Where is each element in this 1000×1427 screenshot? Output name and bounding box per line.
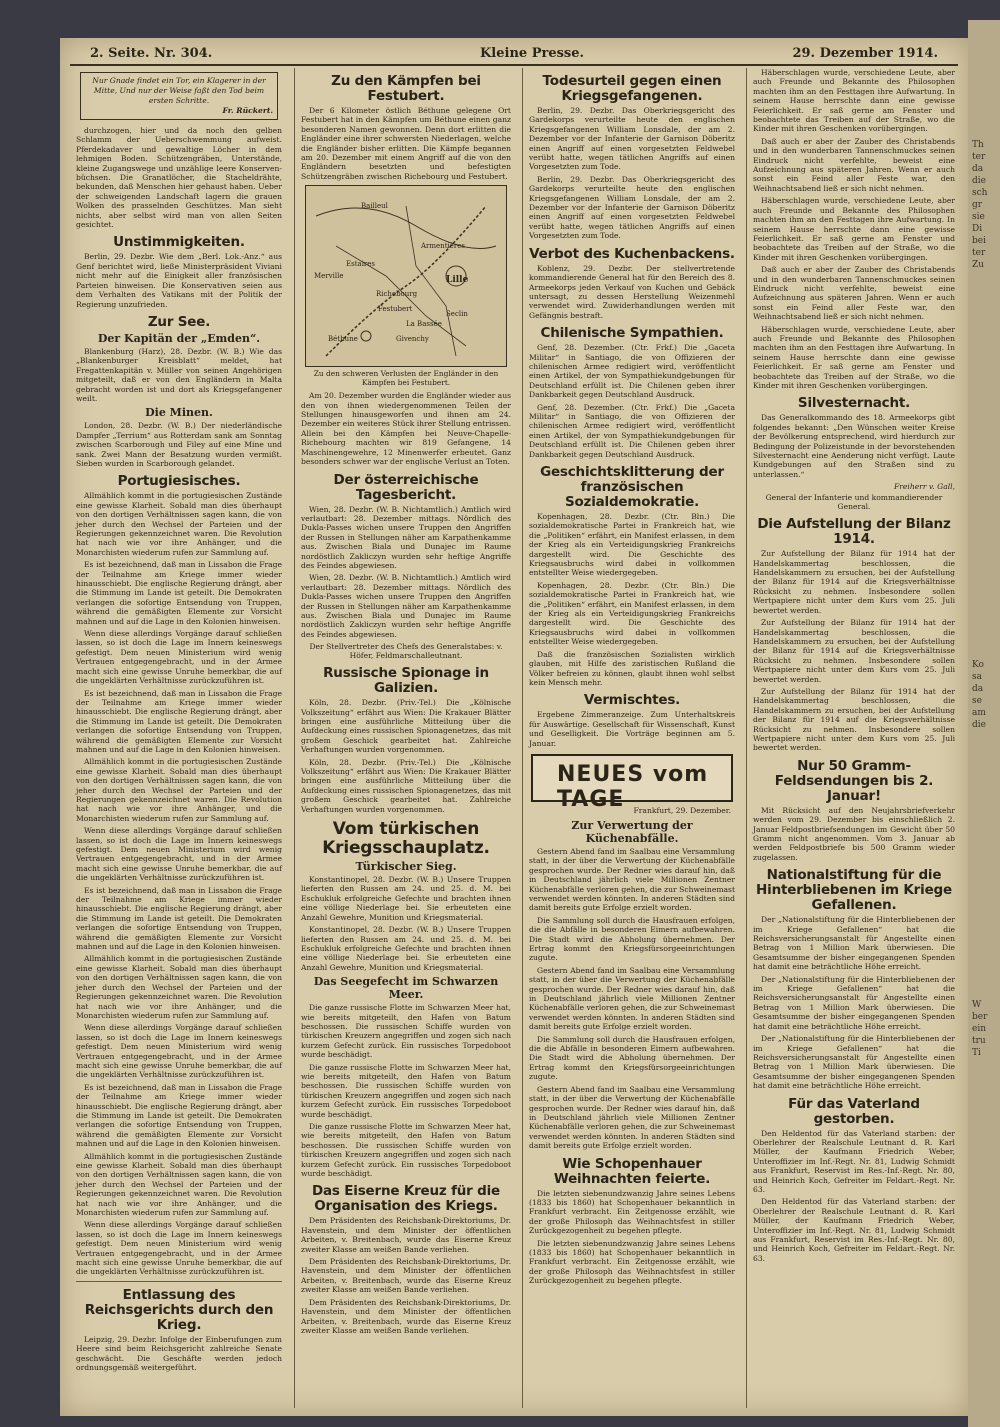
edge-snip: bei [972,236,986,246]
article-text: Ergebene Zimmeranzeige. Zum Unterhaltskreis für Auswärtige. Gesellschaft für Wissenschaft, Kunst und Geselligkeit. Die Vorträge beginnen am 5. Januar. [529,710,735,748]
article-text: Wenn diese allerdings Vorgänge darauf schließen lassen, so ist doch die Lage im Innern keineswegs gefestigt. Dem neuen Ministerium wird wenig Vertrauen entgegengebracht, und in der Armee macht sich eine gewisse Unruhe bemerkbar, die auf die ungeklärten Verhältnisse zurückzuführen ist. [76,629,282,686]
subheadline-tuerkischer-sieg: Türkischer Sieg. [355,860,457,874]
report-signature: Der Stellvertreter des Chefs des Generalstabes: v. Höfer, Feldmarschalleutnant. [309,642,503,661]
article-text: Gestern Abend fand im Saalbau eine Versammlung statt, in der über die Verwertung der Küchenabfälle gesprochen wurde. Der Redner wies darauf hin, daß in Deutschland jährlich viele Millionen Zentner Küchenabfälle verloren gehen, die zur Schweinemast verwendet werden könnten. In anderen Städten sind damit bereits gute Erfolge erzielt worden. [529,846,735,913]
edge-snip: se [972,696,982,706]
subheadline-minen: Die Minen. [145,406,213,420]
headline-vaterland: Für das Vaterland gestorben. [788,1095,920,1127]
article-text: Das Generalkommando des 18. Armeekorps gibt folgendes bekannt: „Den Wünschen weiter Kreise der Bevölkerung entsprechend, wird hierdurch zur Bedingung der Polizeistunde in der bevorstehenden Silvesternacht eine Aenderung nicht verfügt. Laute Kundgebungen auf den Straßen sind zu unterlassen.“ [753,413,955,479]
issue-date: 29. Dezember 1914. [792,46,938,61]
headline-entlassung: Entlassung des Reichsgerichts durch den Krieg. [84,1286,274,1333]
article-text: Leipzig, 29. Dezbr. Infolge der Einberufungen zum Heere sind beim Reichsgericht zahlreiche Senate geschwächt. Die Geschäfte werden jedoch ordnungsgemäß weitergeführt. [76,1334,282,1373]
map-label: Givenchy [396,335,429,344]
masthead-title: Kleine Presse. [480,46,585,61]
headline-geschichtsklitterung: Geschichtsklitterung der französischen Sozialdemokratie. [540,464,724,510]
headline-bilanz: Die Aufstellung der Bilanz 1914. [757,516,951,548]
article-text: Der „Nationalstiftung für die Hinterbliebenen der im Kriege Gefallenen“ hat die Reichsversicherungsanstalt für Angestellte einen Betrag von 1 Million Mark überwiesen. Die Gesamtsumme der bisher eingegangenen Spenden hat damit eine beträchtliche Höhe erreicht. [753,1034,955,1091]
edge-snip: ter [972,152,986,162]
article-text: Es ist bezeichnend, daß man in Lissabon die Frage der Teilnahme am Kriege immer wieder hinausschiebt. Die englische Regierung drängt, aber die Stimmung im Lande ist geteilt. Die Demokraten verlangen die sofortige Entsendung von Truppen, während die gemäßigten Elemente zur Vorsicht mahnen und auf die Lage in den Kolonien hinweisen. [76,885,282,952]
headline-vermischtes: Vermischtes. [583,692,681,709]
headline-tuerkischer-kriegsschauplatz: Vom türkischen Kriegsschauplatz. [322,819,490,859]
article-text: Der „Nationalstiftung für die Hinterbliebenen der im Kriege Gefallenen“ hat die Reichsversicherungsanstalt für Angestellte einen Betrag von 1 Million Mark überwiesen. Die Gesamtsumme der bisher eingegangenen Spenden hat damit eine beträchtliche Höhe erreicht. [753,915,955,972]
edge-snip: gr [972,200,983,210]
article-text: Daß auch er aber der Zauber des Christabends und in den wunderbaren Tannenschmuckes seinen Eindruck nicht verfehlte, beweist eine Aufzeichnung aus späteren Jahren. Wenn er auch sonst ein Feind aller Feste war, den Weihnachtsabend ließ er sich nicht nehmen. [753,136,955,193]
edge-snip: Zu [972,260,985,270]
headline-nationalstiftung: Nationalstiftung für die Hinterbliebenen im Kriege Gefallenen. [756,867,952,914]
subheadline-seegefecht: Das Seegefecht im Schwarzen Meer. [313,975,499,1002]
article-text: Es ist bezeichnend, daß man in Lissabon die Frage der Teilnahme am Kriege immer wieder hinausschiebt. Die englische Regierung drängt, aber die Stimmung im Lande ist geteilt. Die Demokraten verlangen die sofortige Entsendung von Truppen, während die gemäßigten Elemente zur Vorsicht mahnen und auf die Lage in den Kolonien hinweisen. [76,1082,282,1149]
edge-snip: da [972,684,984,694]
article-text: Berlin, 29. Dezbr. Das Oberkriegsgericht des Gardekorps verurteilte heute den englischen Kriegsgefangenen William Lonsdale, der am 2. Dezember vor der Infanterie der Garnison Döberitz einen Angriff auf einen vorgesetzten Feldwebel verübt hatte, wegen tätlichen Angriffs auf einen Vorgesetzten zum Tode. [529,174,735,241]
headline-feldsendungen: Nur 50 Gramm-Feldsendungen bis 2. Januar! [774,757,934,804]
headline-todesurteil: Todesurteil gegen einen Kriegsgefangenen. [542,73,722,104]
article-text: Häberschlagen wurde, verschiedene Leute, aber auch Freunde und Bekannte des Philosophen machten ihm an den Festtagen ihre Aufwartung. In seinem Hause herrschte dann eine gewisse Feierlichkeit. Er saß gerne am Fenster und beobachtete das Treiben auf der Straße, wo die Kinder mit ihren Geschenken vorübergingen. [753,196,955,262]
article-text: Wien, 28. Dezbr. (W. B. Nichtamtlich.) Amtlich wird verlautbart: 28. Dezember mittags. Nördlich des Dukla-Passes wichen unsere Truppen den Angriffen der Russen in Stellungen näher am Karpathenkamme aus. Zwischen Biala und Dunajec im Raume nordöstlich Zakliczyn wurden sehr heftige Angriffe des Feindes abgewiesen. [301,504,511,570]
edge-snip: sie [972,212,985,222]
article-text: Gestern Abend fand im Saalbau eine Versammlung statt, in der über die Verwertung der Küchenabfälle gesprochen wurde. Der Redner wies darauf hin, daß in Deutschland jährlich viele Millionen Zentner Küchenabfälle verloren gehen, die zur Schweinemast verwendet werden könnten. In anderen Städten sind damit bereits gute Erfolge erzielt worden. [529,1084,735,1151]
column-1 [70,68,288,1408]
edge-snip: Ko [972,660,984,670]
edge-snip: die [972,720,986,730]
article-text: Wenn diese allerdings Vorgänge darauf schließen lassen, so ist doch die Lage im Innern keineswegs gefestigt. Dem neuen Ministerium wird wenig Vertrauen entgegengebracht, und in der Armee macht sich eine gewisse Unruhe bemerkbar, die auf die ungeklärten Verhältnisse zurückzuführen ist. [76,826,282,883]
article-text: Wenn diese allerdings Vorgänge darauf schließen lassen, so ist doch die Lage im Innern keineswegs gefestigt. Dem neuen Ministerium wird wenig Vertrauen entgegengebracht, und in der Armee macht sich eine gewisse Unruhe bemerkbar, die auf die ungeklärten Verhältnisse zurückzuführen ist. [76,1220,282,1277]
headline-eisernes-kreuz: Das Eiserne Kreuz für die Organisation des Kriegs. [312,1183,500,1215]
article-text: Zur Aufstellung der Bilanz für 1914 hat der Handelskammertag beschlossen, die Handelskammern zu ersuchen, bei der Aufstellung der Bilanz für 1914 auf die Kriegsverhältnisse Rücksicht zu nehmen. Insbesondere sollen Wertpapiere nicht unter dem Kurs vom 25. Juli bewertet werden. [753,686,955,753]
banner-title: NEUES vom TAGE [557,761,709,812]
map-label: Béthune [328,335,358,344]
article-text: Berlin, 29. Dezbr. Das Oberkriegsgericht des Gardekorps verurteilte heute den englischen Kriegsgefangenen William Lonsdale, der am 2. Dezember vor der Infanterie der Garnison Döberitz einen Angriff auf einen vorgesetzten Feldwebel verübt hatte, wegen tätlichen Angriffs auf einen Vorgesetzten zum Tode. [529,106,735,172]
map-label: Merville [314,272,344,281]
article-text: Häberschlagen wurde, verschiedene Leute, aber auch Freunde und Bekannte des Philosophen machten ihm an den Festtagen ihre Aufwartung. In seinem Hause herrschte dann eine gewisse Feierlichkeit. Er saß gerne am Fenster und beobachtete das Treiben auf der Straße, wo die Kinder mit ihren Geschenken vorübergingen. [753,68,955,134]
headline-kuchenbacken: Verbot des Kuchenbackens. [529,245,735,262]
article-text: Die Sammlung soll durch die Hausfrauen erfolgen, die die Abfälle in besonderen Eimern aufbewahren. Die Stadt wird die Abholung übernehmen. Der Ertrag kommt den Kriegsfürsorgeeinrichtungen zugute. [529,1034,735,1082]
headline-schopenhauer: Wie Schopenhauer Weihnachten feierte. [553,1155,711,1187]
article-text: Der „Nationalstiftung für die Hinterbliebenen der im Kriege Gefallenen“ hat die Reichsversicherungsanstalt für Angestellte einen Betrag von 1 Million Mark überwiesen. Die Gesamtsumme der bisher eingegangenen Spenden hat damit eine beträchtliche Höhe erreicht. [753,974,955,1031]
motto-box [80,72,278,120]
adjacent-page-edge [968,20,1000,1427]
article-text: Allmählich kommt in die portugiesischen Zustände eine gewisse Klarheit. Sobald man dies überhaupt von den dortigen Verhältnissen sagen kann, die von jeher durch den Wechsel der Parteien und der Regierungen gekennzeichnet waren. Die Revolution hat nach wie vor ihre Anhänger, und die Monarchisten wiederum rufen zur Sammlung auf. [76,954,282,1020]
article-text: Der 6 Kilometer östlich Béthune gelegene Ort Festubert hat in den Kämpfen um Béthune einen ganz besonderen Namen gewonnen. Denn dort erlitten die Engländer eine ihrer schwersten Niederlagen, welche die Engländer bisher erlitten. Die Kämpfe begannen am 20. Dezember mit einem Angriff auf die von den Engländern besetzten und befestigten Schützengräben zwischen Richebourg und Festubert. [301,106,511,181]
headline-silvesternacht: Silvesternacht. [797,395,911,412]
article-text: Daß auch er aber der Zauber des Christabends und in den wunderbaren Tannenschmuckes seinen Eindruck nicht verfehlte, beweist eine Aufzeichnung aus späteren Jahren. Wenn er auch sonst ein Feind aller Feste war, den Weihnachtsabend ließ er sich nicht nehmen. [753,265,955,322]
battle-map [305,185,507,367]
article-text: Allmählich kommt in die portugiesischen Zustände eine gewisse Klarheit. Sobald man dies überhaupt von den dortigen Verhältnissen sagen kann, die von jeher durch den Wechsel der Parteien und der Regierungen gekennzeichnet waren. Die Revolution hat nach wie vor ihre Anhänger, und die Monarchisten wiederum rufen zur Sammlung auf. [76,757,282,823]
edge-snip: ber [972,1012,988,1022]
article-text: Genf, 28. Dezember. (Ctr. Frkf.) Die „Gaceta Militar“ in Santiago, die von Offizieren der chilenischen Armee redigiert wird, veröffentlicht einen Artikel, der von Sympathiekundgebungen für Deutschland erfüllt ist. Die Chilenen geben ihrer Dankbarkeit gegen Deutschland Ausdruck. [529,402,735,459]
map-label: Richebourg [376,290,418,299]
article-text: Am 20. Dezember wurden die Engländer wieder aus den von ihnen wiedergenommenen Teilen der Stellungen hinausgeworfen und ihnen am 24. Dezember ein weiteres Stück ihrer Stellung entrissen. Allein bei den Kämpfen bei Neuve-Chapelle-Richebourg machten wir 819 Gefangene, 14 Maschinengewehre, 12 Minenwerfer erbeutet. Ganz besonders schwer war der englische Verlust an Toten. [301,391,511,467]
map-label: Armentières [421,242,465,251]
headline-chilenische-sympathien: Chilenische Sympathien. [540,325,724,342]
article-text: Die ganze russische Flotte im Schwarzen Meer hat, wie bereits mitgeteilt, den Hafen von Batum beschossen. Die russischen Schiffe wurden von türkischen Kreuzern angegriffen und zogen sich nach kurzem Gefecht zurück. Ein russisches Torpedoboot wurde beschädigt. [301,1062,511,1119]
signature-title: General der Infanterie und kommandierender General. [765,493,943,512]
article-text: Allmählich kommt in die portugiesischen Zustände eine gewisse Klarheit. Sobald man dies überhaupt von den dortigen Verhältnissen sagen kann, die von jeher durch den Wechsel der Parteien und der Regierungen gekennzeichnet waren. Die Revolution hat nach wie vor ihre Anhänger, und die Monarchisten wiederum rufen zur Sammlung auf. [76,491,282,557]
map-drawing [306,186,506,366]
motto-text: Nur Gnade findet ein Tor, ein Klagerer in der Mitte, Und nur der Weise faßt den Tod beim ersten Schritte. [92,76,266,105]
subheadline-kuechenabfaelle: Zur Verwertung der Küchenabfälle. [571,818,693,845]
headline-portugiesisches: Portugiesisches. [117,473,241,490]
map-label: Seclin [446,310,468,319]
article-text: Wien, 28. Dezbr. (W. B. Nichtamtlich.) Amtlich wird verlautbart: 28. Dezember mittags. Nördlich des Dukla-Passes wichen unsere Truppen den Angriffen der Russen in Stellungen näher am Karpathenkamme aus. Zwischen Biala und Dunajec im Raume nordöstlich Zakliczyn wurden sehr heftige Angriffe des Feindes abgewiesen. [301,573,511,639]
edge-snip: ein [972,1024,987,1034]
headline-zur-see: Zur See. [147,313,211,330]
article-text: Häberschlagen wurde, verschiedene Leute, aber auch Freunde und Bekannte des Philosophen machten ihm an den Festtagen ihre Aufwartung. In seinem Hause herrschte dann eine gewisse Feierlichkeit. Er saß gerne am Fenster und beobachtete das Treiben auf der Straße, wo die Kinder mit ihren Geschenken vorübergingen. [753,324,955,390]
article-text: durchzogen, hier und da noch den gelben Schlamm der Ueberschwemmung aufweist. Pferdekadaver und gewaltige Löcher in dem lehmigen Boden. Schützengräben, Unterstände, kleine Zugangswege und unzählige leere Konserven-büchsen. Die Granatlöcher, die Stacheldrähte, bekunden, daß Menschen hier gehaust haben. Ueber der schweigenden Landschaft lagern die grauen Wolken des prasselnden Geschützes. Man sieht nichts, aber selbst wird man von allen Seiten gesichtet. [76,126,282,230]
edge-snip: sa [972,672,982,682]
article-text: Allmählich kommt in die portugiesischen Zustände eine gewisse Klarheit. Sobald man dies überhaupt von den dortigen Verhältnissen sagen kann, die von jeher durch den Wechsel der Parteien und der Regierungen gekennzeichnet waren. Die Revolution hat nach wie vor ihre Anhänger, und die Monarchisten wiederum rufen zur Sammlung auf. [76,1151,282,1218]
article-text: Den Heldentod für das Vaterland starben: der Oberlehrer der Realschule Leutnant d. R. Karl Müller, der Kaufmann Friedrich Weber, Unteroffizier im Inf.-Regt. Nr. 81, Ludwig Schmidt aus Frankfurt, Reservist im Res.-Inf.-Regt. Nr. 80, und Heinrich Koch, Gefreiter im Feldart.-Regt. Nr. 63. [753,1128,955,1194]
headline-festubert: Zu den Kämpfen bei Festubert. [331,73,481,104]
article-text: Koblenz, 29. Dezbr. Der stellvertretende kommandierende General hat für den Bereich des 8. Armeekorps jeden Verkauf von Kuchen und Gebäck untersagt, zu dessen Herstellung Weizenmehl verwendet wird. Zuwiderhandlungen werden mit Gefängnis bestraft. [529,263,735,320]
edge-snip: Ti [972,1048,981,1058]
article-text: Es ist bezeichnend, daß man in Lissabon die Frage der Teilnahme am Kriege immer wieder hinausschiebt. Die englische Regierung drängt, aber die Stimmung im Lande ist geteilt. Die Demokraten verlangen die sofortige Entsendung von Truppen, während die gemäßigten Elemente zur Vorsicht mahnen und auf die Lage in den Kolonien hinweisen. [76,560,282,626]
article-text: Blankenburg (Harz), 28. Dezbr. (W. B.) Wie das „Blankenburger Kreisblatt“ meldet, hat Fregattenkapitän v. Müller von seinen Angehörigen mitgeteilt, daß er von den Engländern in Malta gebracht worden ist und dort als Kriegsgefangener weilt. [76,346,282,403]
article-text: Köln, 28. Dezbr. (Priv.-Tel.) Die „Kölnische Volkszeitung“ erfährt aus Wien: Die Krakauer Blätter bringen eine ausführliche Mitteilung über die Aufdeckung eines russischen Spionagenetzes, das mit großem Geschick gearbeitet hat. Zahlreiche Verhaftungen wurden vorgenommen. [301,757,511,814]
column-2 [294,68,517,1408]
signature: Freiherr v. Gall, [894,482,955,492]
article-text: Die letzten siebenundzwanzig Jahre seines Lebens (1833 bis 1860) hat Schopenhauer bekanntlich in Frankfurt verbracht. Ein Zeitgenosse erzählt, wie der große Philosoph das Weihnachtsfest in stiller Zurückgezogenheit zu begehen pflegte. [529,1238,735,1286]
subheadline-emden: Der Kapitän der „Emden“. [97,331,261,345]
map-label: Bailleul [361,202,388,211]
article-text: Den Heldentod für das Vaterland starben: der Oberlehrer der Realschule Leutnant d. R. Karl Müller, der Kaufmann Friedrich Weber, Unteroffizier im Inf.-Regt. Nr. 81, Ludwig Schmidt aus Frankfurt, Reservist im Res.-Inf.-Regt. Nr. 80, und Heinrich Koch, Gefreiter im Feldart.-Regt. Nr. 63. [753,1197,955,1263]
article-text: Dem Präsidenten des Reichsbank-Direktoriums, Dr. Havenstein, und dem Minister der öffentlichen Arbeiten, v. Breitenbach, wurde das Eiserne Kreuz zweiter Klasse am weißen Bande verliehen. [301,1216,511,1254]
article-text: Die Sammlung soll durch die Hausfrauen erfolgen, die die Abfälle in besonderen Eimern aufbewahren. Die Stadt wird die Abholung übernehmen. Der Ertrag kommt den Kriegsfürsorgeeinrichtungen zugute. [529,915,735,963]
headline-unstimmigkeiten: Unstimmigkeiten. [113,234,245,251]
article-text: Mit Rücksicht auf den Neujahrsbriefverkehr werden vom 29. Dezember bis einschließlich 2. Januar Feldpostbriefsendungen im Gewicht über 50 Gramm nicht angenommen. Vom 3. Januar ab werden Feldpostbriefe bis 500 Gramm wieder zugelassen. [753,805,955,862]
article-text: Konstantinopel, 28. Dezbr. (W. B.) Unsere Truppen lieferten den Russen am 24. und 25. d. M. bei Eschukluk erfolgreiche Gefechte und brachten ihnen eine völlige Niederlage bei. Sie erbeuteten eine Anzahl Gewehre, Munition und Kriegsmaterial. [301,925,511,972]
article-text: Zur Aufstellung der Bilanz für 1914 hat der Handelskammertag beschlossen, die Handelskammern zu ersuchen, bei der Aufstellung der Bilanz für 1914 auf die Kriegsverhältnisse Rücksicht zu nehmen. Insbesondere sollen Wertpapiere nicht unter dem Kurs vom 25. Juli bewertet werden. [753,549,955,615]
article-text: Die ganze russische Flotte im Schwarzen Meer hat, wie bereits mitgeteilt, den Hafen von Batum beschossen. Die russischen Schiffe wurden von türkischen Kreuzern angegriffen und zogen sich nach kurzem Gefecht zurück. Ein russisches Torpedoboot wurde beschädigt. [301,1003,511,1060]
article-text: Die letzten siebenundzwanzig Jahre seines Lebens (1833 bis 1860) hat Schopenhauer bekanntlich in Frankfurt verbracht. Ein Zeitgenosse erzählt, wie der große Philosoph das Weihnachtsfest in stiller Zurückgezogenheit zu begehen pflegte. [529,1188,735,1236]
edge-snip: Th [972,140,984,150]
edge-snip: ter [972,248,986,258]
dateline: Frankfurt, 29. Dezember. [633,805,731,815]
page-header [70,46,958,66]
article-text: London, 28. Dezbr. (W. B.) Der niederländische Dampfer „Terrium“ aus Rotterdam sank am Sonntag zwischen Scarborough und Filey auf eine Mine und sank. Zwei Mann der Besatzung wurden vermißt. Sieben wurden in Scarborough gelandet. [76,421,282,468]
article-text: Konstantinopel, 28. Dezbr. (W. B.) Unsere Truppen lieferten den Russen am 24. und 25. d. M. bei Eschukluk erfolgreiche Gefechte und brachten ihnen eine völlige Niederlage bei. Sie erbeuteten eine Anzahl Gewehre, Munition und Kriegsmaterial. [301,875,511,922]
edge-snip: W [972,1000,982,1010]
map-label: Festubert [378,305,413,314]
map-caption: Zu den schweren Verlusten der Engländer in den Kämpfen bei Festubert. [313,369,499,388]
edge-snip: sch [972,188,988,198]
article-text: Es ist bezeichnend, daß man in Lissabon die Frage der Teilnahme am Kriege immer wieder hinausschiebt. Die englische Regierung drängt, aber die Stimmung im Lande ist geteilt. Die Demokraten verlangen die sofortige Entsendung von Truppen, während die gemäßigten Elemente zur Vorsicht mahnen und auf die Lage in den Kolonien hinweisen. [76,688,282,754]
article-text: Daß die französischen Sozialisten wirklich glauben, mit Hilfe des zaristischen Rußland die Völker befreien zu können, glaubt ihnen wohl selbst kein Mensch mehr. [529,649,735,687]
article-text: Dem Präsidenten des Reichsbank-Direktoriums, Dr. Havenstein, und dem Minister der öffentlichen Arbeiten, v. Breitenbach, wurde das Eiserne Kreuz zweiter Klasse am weißen Bande verliehen. [301,1297,511,1335]
edge-snip: die [972,176,986,186]
motto-author: Fr. Rückert. [222,106,273,115]
edge-snip: da [972,164,984,174]
edge-snip: tru [972,1036,986,1046]
map-label: Lille [446,275,469,286]
article-text: Kopenhagen, 28. Dezbr. (Ctr. Bln.) Die sozialdemokratische Partei in Frankreich hat, wie die „Politiken“ erfährt, ein Manifest erlassen, in dem der Krieg als ein Verteidigungskrieg Frankreichs dargestellt wird. Die Geschichte des Kriegsausbruchs wird dabei in vollkommen entstellter Weise wiedergegeben. [529,512,735,578]
newspaper-page [60,38,968,1416]
article-text: Genf, 28. Dezember. (Ctr. Frkf.) Die „Gaceta Militar“ in Santiago, die von Offizieren der chilenischen Armee redigiert wird, veröffentlicht einen Artikel, der von Sympathiekundgebungen für Deutschland erfüllt ist. Die Chilenen geben ihrer Dankbarkeit gegen Deutschland Ausdruck. [529,343,735,400]
page-number: 2. Seite. Nr. 304. [90,46,213,61]
headline-spionage: Russische Spionage in Galizien. [323,665,489,697]
column-4 [746,68,961,1408]
edge-snip: am [972,708,986,718]
article-text: Köln, 28. Dezbr. (Priv.-Tel.) Die „Kölnische Volkszeitung“ erfährt aus Wien: Die Krakauer Blätter bringen eine ausführliche Mitteilung über die Aufdeckung eines russischen Spionagenetzes, das mit großem Geschick gearbeitet hat. Zahlreiche Verhaftungen wurden vorgenommen. [301,698,511,755]
article-text: Dem Präsidenten des Reichsbank-Direktoriums, Dr. Havenstein, und dem Minister der öffentlichen Arbeiten, v. Breitenbach, wurde das Eiserne Kreuz zweiter Klasse am weißen Bande verliehen. [301,1257,511,1295]
article-text: Gestern Abend fand im Saalbau eine Versammlung statt, in der über die Verwertung der Küchenabfälle gesprochen wurde. Der Redner wies darauf hin, daß in Deutschland jährlich viele Millionen Zentner Küchenabfälle verloren gehen, die zur Schweinemast verwendet werden könnten. In anderen Städten sind damit bereits gute Erfolge erzielt worden. [529,965,735,1032]
map-label: La Bassée [406,320,442,329]
map-label: Estaires [346,260,376,269]
article-text: Die ganze russische Flotte im Schwarzen Meer hat, wie bereits mitgeteilt, den Hafen von Batum beschossen. Die russischen Schiffe wurden von türkischen Kreuzern angegriffen und zogen sich nach kurzem Gefecht zurück. Ein russisches Torpedoboot wurde beschädigt. [301,1122,511,1179]
article-text: Zur Aufstellung der Bilanz für 1914 hat der Handelskammertag beschlossen, die Handelskammern zu ersuchen, bei der Aufstellung der Bilanz für 1914 auf die Kriegsverhältnisse Rücksicht zu nehmen. Insbesondere sollen Wertpapiere nicht unter dem Kurs vom 25. Juli bewertet werden. [753,618,955,684]
article-text: Kopenhagen, 28. Dezbr. (Ctr. Bln.) Die sozialdemokratische Partei in Frankreich hat, wie die „Politiken“ erfährt, ein Manifest erlassen, in dem der Krieg als ein Verteidigungskrieg Frankreichs dargestellt wird. Die Geschichte des Kriegsausbruchs wird dabei in vollkommen entstellter Weise wiedergegeben. [529,580,735,647]
headline-oesterreichischer-bericht: Der österreichische Tagesbericht. [333,471,479,503]
edge-snip: Di [972,224,983,234]
column-3 [522,68,741,1408]
article-text: Wenn diese allerdings Vorgänge darauf schließen lassen, so ist doch die Lage im Innern keineswegs gefestigt. Dem neuen Ministerium wird wenig Vertrauen entgegengebracht, und in der Armee macht sich eine gewisse Unruhe bemerkbar, die auf die ungeklärten Verhältnisse zurückzuführen ist. [76,1023,282,1080]
article-text: Berlin, 29. Dezbr. Wie dem „Berl. Lok.-Anz.“ aus Genf berichtet wird, ließe Ministerpräsident Viviani nicht mehr auf die Einigkeit aller französischen Parteien hinweisen. Die Konservativen seien aus dem Verhalten des Vatikans mit der Politik der Regierung unzufrieden. [76,252,282,309]
